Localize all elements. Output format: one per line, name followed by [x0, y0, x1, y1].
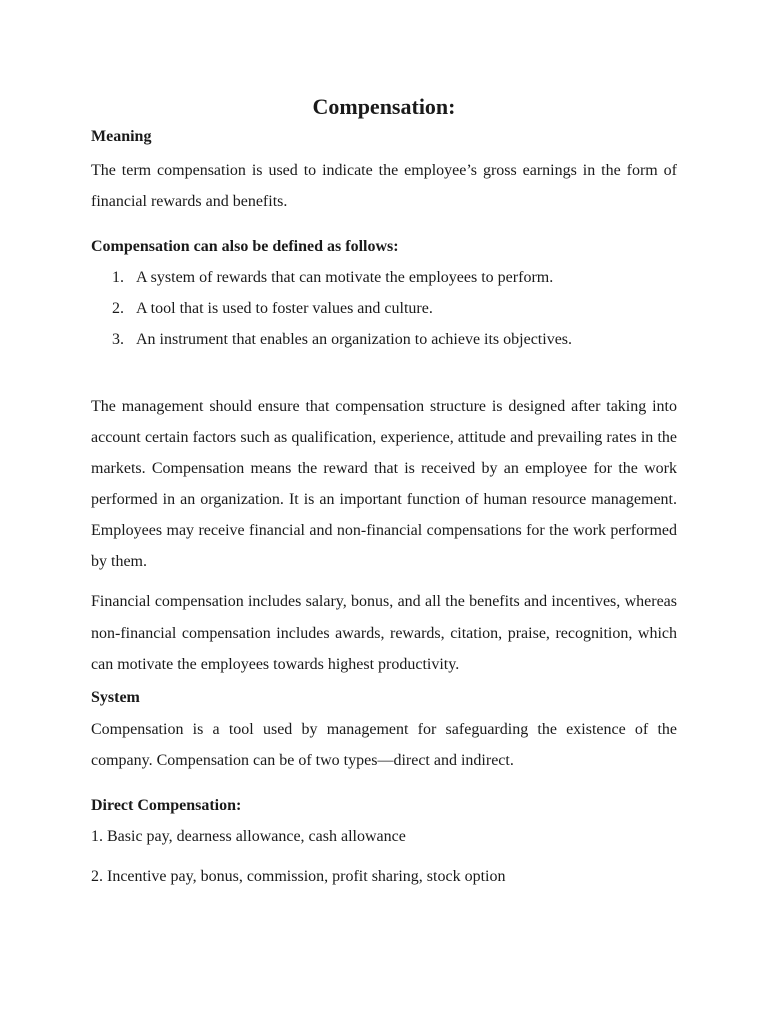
- system-heading: System: [91, 689, 140, 706]
- definitions-heading: Compensation can also be defined as follows:: [91, 238, 399, 255]
- list-text: A tool that is used to foster values and culture.: [136, 300, 433, 317]
- definition-item-3: [112, 331, 572, 349]
- financial-paragraph: Financial compensation includes salary, bonus, and all the benefits and incentives, whereas non-financial compensation includes awards, rewards, citation, praise, recognition, which can motivate the employees towards highest productivity.: [91, 593, 677, 673]
- system-paragraph: Compensation is a tool used by management for safeguarding the existence of the company. Compensation can be of two types—direct and indirect.: [91, 721, 677, 769]
- direct-compensation-heading: Direct Compensation:: [91, 797, 242, 814]
- direct-item-1: 1. Basic pay, dearness allowance, cash allowance: [91, 828, 406, 845]
- list-number: 1.: [112, 269, 124, 286]
- management-paragraph: The management should ensure that compensation structure is designed after taking into account certain factors such as qualification, experience, attitude and prevailing rates in the markets. Compensation means the reward that is received by an employee for the work performed in an organization. It is an important function of human resource management. Employees may receive financial and non-financial compensations for the work performed by them.: [91, 398, 677, 570]
- page-title: Compensation:: [312, 94, 456, 119]
- meaning-heading: Meaning: [91, 128, 152, 145]
- list-text: An instrument that enables an organization to achieve its objectives.: [136, 331, 573, 348]
- definition-item-1: [112, 269, 553, 287]
- direct-item-2: 2. Incentive pay, bonus, commission, profit sharing, stock option: [91, 868, 506, 885]
- list-number: 3.: [112, 331, 124, 348]
- definition-item-2: [112, 300, 433, 318]
- meaning-paragraph: The term compensation is used to indicate the employee’s gross earnings in the form of financial rewards and benefits.: [91, 162, 677, 210]
- list-number: 2.: [112, 300, 124, 317]
- list-text: A system of rewards that can motivate the employees to perform.: [136, 269, 554, 286]
